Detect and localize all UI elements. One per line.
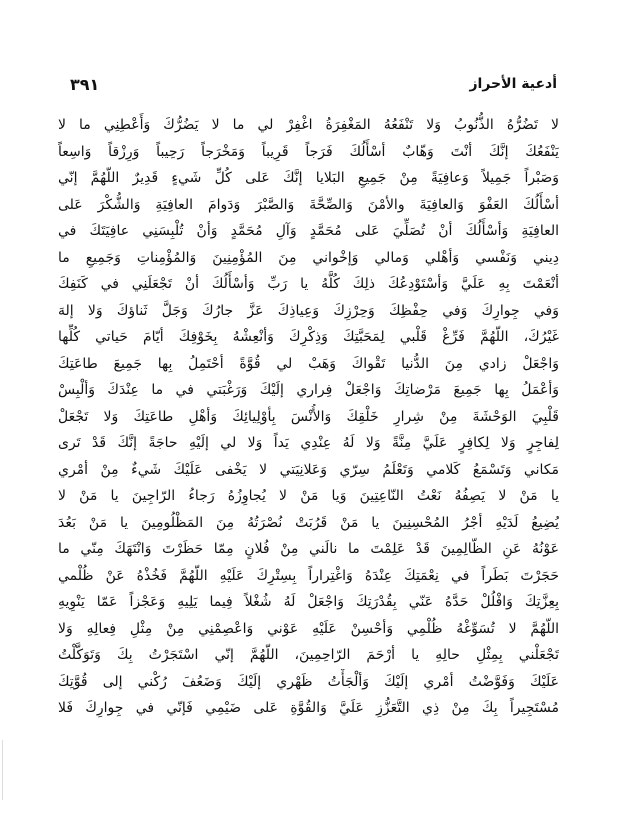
text-line: عَوْنُهُ عَنِ الظّالِمِينَ قَدْ عَلِمْتَ ما نالَني مِنْ فُلانٍ مِمّا حَظَرْتَ وَانْتَهَكَ مِنّي ما (58, 541, 559, 557)
text-line: وَاجْعَلْ زادي مِنَ الدُّنيا تَقْواكَ وَهَبْ لي قُوَّةً أحْتَمِلُ بِها جَمِيعَ طاعَتِكَ (58, 355, 559, 372)
text-line: قَلْبِيَ الوَحْشَةَ مِنْ شِرارِ خَلْقِكَ وَالأُنْسَ بِأوْلِيائِكَ وَأهْلِ طاعَتِكَ وَلا تَجْعَلْ (58, 408, 559, 425)
text-line: اللّهُمَّ لا تُسَوِّغْهُ ظُلْمِي وَأحْسِنْ عَلَيْهِ عَوْني وَاعْصِمْنِي مِنْ مِثْلِ فِعالِهِ وَلا (58, 620, 559, 637)
text-line: بِعِزَّتِكَ وَافْلُلْ حَدَّهُ عَنّي بِقُدْرَتِكَ وَاجْعَلْ لَهُ شُغْلاً فِيما يَلِيهِ وَعَجْزاً عَمّا يَنْوِيهِ (58, 594, 559, 610)
text-line: يُضِيعُ لَدَيْهِ أجْرُ المُحْسِنِينَ يا مَنْ قَرُبَتْ نُصْرَتُهُ مِنَ المَظْلُومِينَ يا مَنْ بَعُدَ (58, 514, 559, 531)
text-line: أسْأَلُكَ العَفْوَ وَالعافِيَةَ والأمْنَ وَالصِّحَّةَ وَالصَّبْرَ وَدَوامَ العافِيَةِ وَالشُّكْرَ عَلى (58, 196, 559, 213)
page-edge-shadow (2, 740, 3, 800)
text-line: مَكاني وَتَسْمَعُ كَلامي وَتَعْلَمُ سِرّي وَعَلانِيَتي لا يَخْفى عَلَيْكَ شَيءٌ مِنْ أمْري (58, 461, 559, 478)
text-line: وَصَبْراً جَمِيلاً وَعافِيَةً مِنْ جَمِيعِ البَلايا إنَّكَ عَلى كُلِّ شَيءٍ قَدِيرٌ اللّهُمَّ إنّي (58, 170, 559, 186)
text-line: تَجْعَلْني بِمِثْلِ حالِهِ يا أرْحَمَ الرّاحِمِينَ، اللّهُمَّ إنّي اسْتَجَرْتُ بِكَ وَتَوَكَّلْتُ (58, 647, 559, 663)
page-number: ٣٩١ (70, 74, 100, 94)
running-title: أدعية الأحراز (469, 76, 557, 92)
text-line: غَيْرُكَ، اللّهُمَّ فَرِّغْ قَلْبي لِمَحَبَّتِكَ وَذِكْرِكَ وَأنْعِشْهُ بِخَوْفِكَ أيّامَ حَياتي كُلِّها (58, 329, 559, 345)
text-line: مُسْتَجِيراً بِكَ مِنْ ذِي التَّعَزُّزِ عَلَيَّ وَالقُوَّةِ عَلى ضَيْمِي فَإنّي في جِوارِكَ فَلا (58, 700, 559, 716)
text-line: حَجَرْتَ بَطَراً في نِعْمَتِكَ عِنْدَهُ وَاغْتِراراً بِسِتْرِكَ عَلَيْهِ اللّهُمَّ فَخُذْهُ عَنْ ظُلْمي (58, 567, 559, 584)
text-line: يا مَنْ لا يَصِفُهُ نَعْتُ النّاعِتِينَ وَيا مَنْ لا يُجاوِزُهُ رَجاءُ الرّاجِينَ يا مَنْ لا (58, 488, 559, 504)
text-line: يَنْفَعُكَ إنَّكَ أنْتَ وَهّابٌ أسْأَلُكَ فَرَجاً قَرِيباً وَمَخْرَجاً رَحِيباً وَرِزْقاً وَاسِعاً (58, 143, 559, 160)
text-line: عَلَيْكَ وَفَوَّضْتُ أمْري إلَيْكَ وَألْجَأْتُ ظَهْري إلَيْكَ وَضَعُفَ رُكْني إلى قُوَّتِكَ (58, 673, 559, 690)
text-line: لِفاجِرٍ وَلا لِكافِرٍ عَلَيَّ مِنَّةً وَلا لَهُ عِنْدِي يَداً وَلا لي إلَيْهِ حاجَةً إنَّكَ قَدْ تَرى (58, 435, 559, 451)
text-line: وَفي جِوارِكَ وَفي حِفْظِكَ وَحِرْزِكَ وَعِياذِكَ عَزَّ جارُكَ وَجَلَّ ثَناؤكَ وَلا إلهَ (58, 302, 559, 319)
text-line: العافِيَةِ وَأسْأَلُكَ أنْ تُصَلِّيَ عَلى مُحَمَّدٍ وَآلِ مُحَمَّدٍ وَأنْ تُلْبِسَنِي عافِيَتَكَ في (58, 223, 559, 239)
text-line: وَأعْمَلُ بِها جَمِيعَ مَرْضاتِكَ وَاجْعَلْ فِراري إلَيْكَ وَرَغْبَتي في ما عِنْدَكَ وَألْبِسْ (58, 382, 559, 398)
text-line: أنْعَمْتَ بِهِ عَلَيَّ وَأسْتَوْدِعُكَ ذلِكَ كُلَّهُ يا رَبِّ وَأسْأَلُكَ أنْ تَجْعَلَنِي في كَنَفِكَ (58, 276, 559, 292)
page-header (70, 72, 557, 96)
text-line: دِيني وَنَفْسي وَأهْلي وَمالي وَإخْواني مِنَ المُؤْمِنِينَ وَالمُؤْمِناتِ وَجَمِيعِ ما (58, 249, 559, 266)
body-text (58, 112, 559, 722)
text-line: لا تَضُرُّهُ الذُّنُوبُ وَلا تَنْفَعُهُ المَغْفِرَةُ اغْفِرْ لي ما لا يَضُرُّكَ وَأَعْطِنِي ما لا (58, 117, 559, 133)
